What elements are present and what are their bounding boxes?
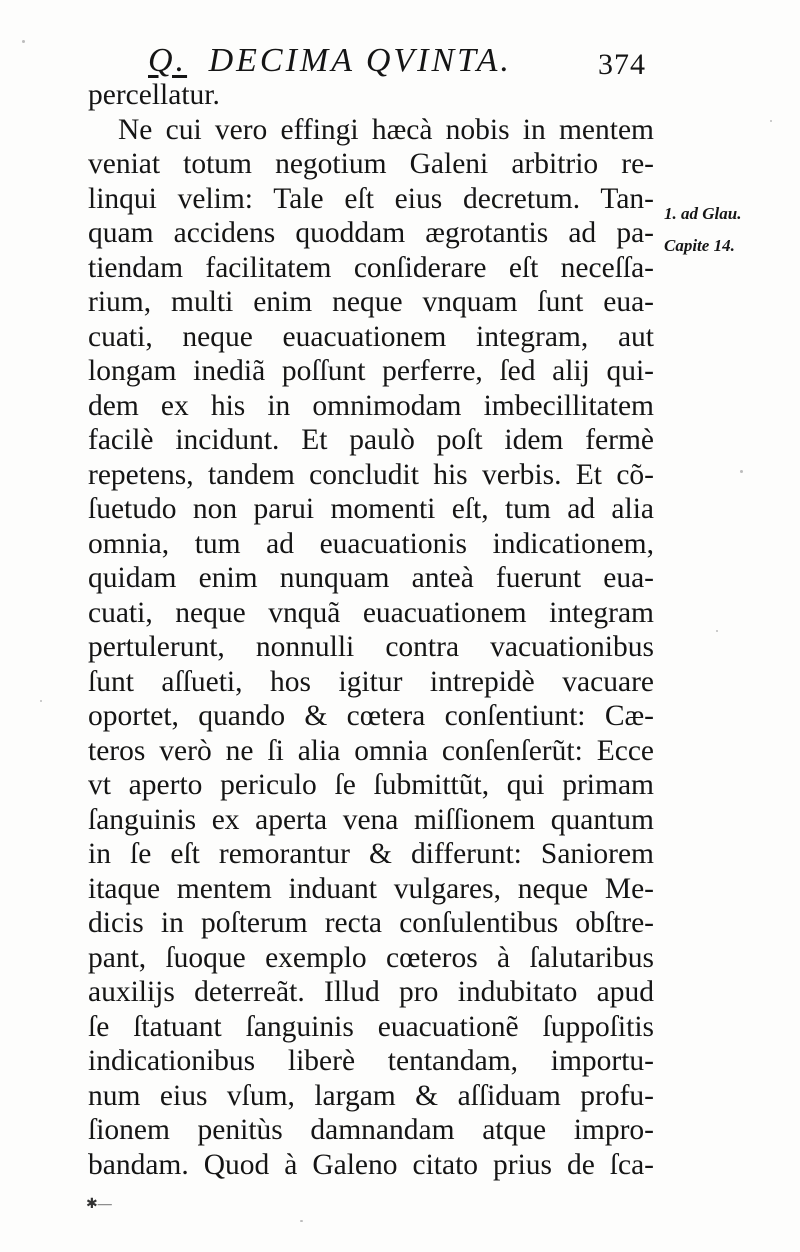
margin-notes <box>664 198 794 262</box>
page-number: 374 <box>598 48 646 81</box>
text-line: num eius vſum, largam & aſſiduam profu- <box>88 1079 654 1112</box>
paper-speck <box>40 700 42 702</box>
text-line: oportet, quando & cœtera conſentiunt: Cæ- <box>88 700 654 732</box>
running-title: DECIMA QVINTA. <box>208 42 512 79</box>
text-line: linqui velim: Tale eſt eius decretum. Tan- <box>88 182 654 215</box>
text-line: pertulerunt, nonnulli contra vacuationibus <box>88 631 654 663</box>
text-line: facilè incidunt. Et paulò poſt idem fermè <box>88 424 654 456</box>
signature-mark: Q. <box>148 42 188 79</box>
paper-speck <box>300 1220 303 1222</box>
text-line: ſe ſtatuant ſanguinis euacuationẽ ſuppoſitis <box>88 1010 654 1043</box>
catchword: ✱— <box>86 1197 112 1212</box>
margin-note: 1. ad Glau. <box>664 204 742 223</box>
text-line: teros verò ne ſi alia omnia conſenſerũt: Ecce <box>88 734 654 767</box>
text-line: percellatur. <box>88 79 220 111</box>
text-line: bandam. Quod à Galeno citato prius de ſca- <box>88 1148 654 1181</box>
text-line: auxilijs deterreãt. Illud pro indubitato apud <box>88 976 654 1008</box>
text-line: dicis in poſterum recta conſulentibus obſtre- <box>88 907 654 939</box>
text-line: longam inediã poſſunt perferre, ſed alij qui- <box>88 355 654 387</box>
text-line: repetens, tandem concludit his verbis. Et cõ- <box>88 458 654 491</box>
text-line: vt aperto periculo ſe ſubmittũt, qui primam <box>88 769 654 801</box>
text-line: itaque mentem induant vulgares, neque Me- <box>88 872 654 905</box>
text-line: ſuetudo non parui momenti eſt, tum ad alia <box>88 493 654 525</box>
text-line: ſanguinis ex aperta vena miſſionem quantum <box>88 803 654 836</box>
margin-note: Capite 14. <box>664 236 735 255</box>
text-line: rium, multi enim neque vnquam ſunt eua- <box>88 286 654 318</box>
text-line: omnia, tum ad euacuationis indicationem, <box>88 527 654 560</box>
paper-speck <box>716 630 718 632</box>
text-line: quidam enim nunquam anteà fuerunt eua- <box>88 562 654 594</box>
paper-speck <box>740 470 743 473</box>
paper-speck <box>770 120 772 122</box>
text-line: quam accidens quoddam ægrotantis ad pa- <box>88 217 654 249</box>
text-line: dem ex his in omnimodam imbecillitatem <box>88 389 654 422</box>
text-line: in ſe eſt remorantur & differunt: Saniorem <box>88 838 654 870</box>
text-line: tiendam facilitatem conſiderare eſt neceſſa- <box>88 251 654 284</box>
text-line: cuati, neque euacuationem integram, aut <box>88 320 654 353</box>
text-line: ſionem penitùs damnandam atque impro- <box>88 1114 654 1146</box>
text-line: pant, ſuoque exemplo cœteros à ſalutaribus <box>88 941 654 974</box>
text-line: ſunt aſſueti, hos igitur intrepidè vacuare <box>88 665 654 698</box>
text-line: veniat totum negotium Galeni arbitrio re- <box>88 148 654 180</box>
text-line: indicationibus liberè tentandam, importu- <box>88 1045 654 1077</box>
body-text <box>88 78 654 1182</box>
text-line: cuati, neque vnquã euacuationem integram <box>88 596 654 629</box>
paper-speck <box>22 40 25 43</box>
text-line: Ne cui vero effingi hæcà nobis in mentem <box>118 113 654 146</box>
